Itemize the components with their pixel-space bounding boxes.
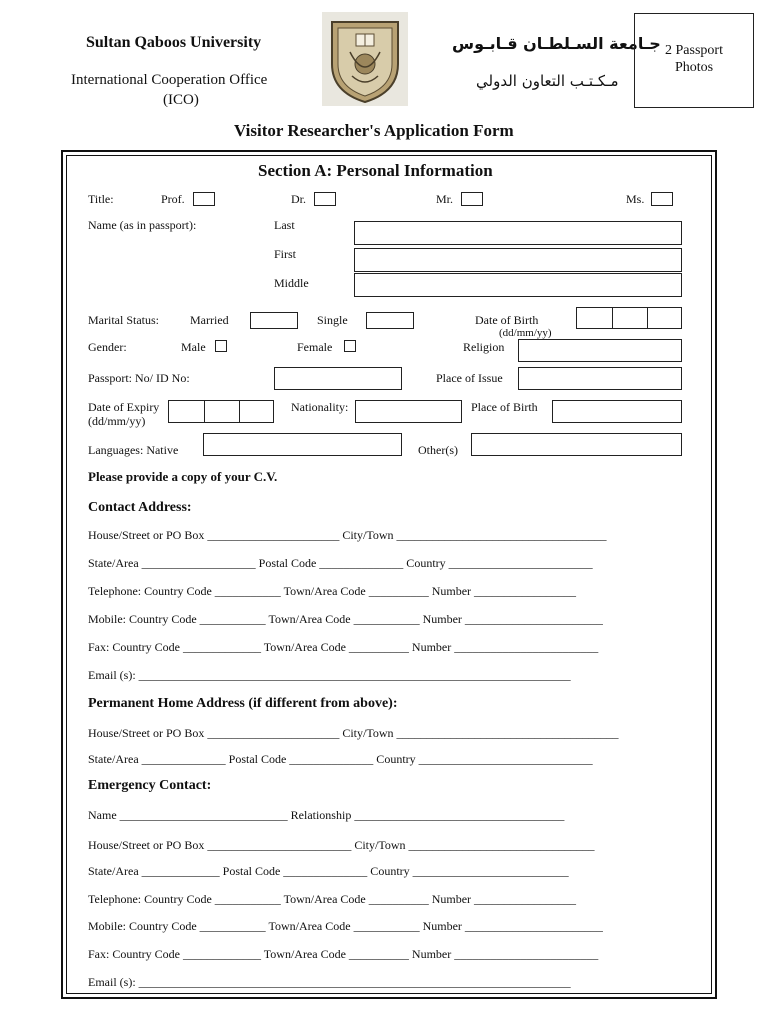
female-checkbox[interactable] [344, 340, 356, 352]
mr-checkbox[interactable] [461, 192, 483, 206]
passport-label: Passport: No/ ID No: [88, 371, 190, 385]
emergency-state-line[interactable]: State/Area _____________ Postal Code ______________ Country __________________________ [88, 864, 569, 878]
contact-email-line[interactable]: Email (s): ________________________________________________________________________ [88, 668, 571, 682]
emergency-contact-heading: Emergency Contact: [88, 778, 212, 793]
emergency-mobile-line[interactable]: Mobile: Country Code ___________ Town/Area Code ___________ Number _______________________ [88, 919, 603, 933]
last-name-field[interactable] [354, 221, 682, 245]
emergency-house-line[interactable]: House/Street or PO Box ________________________ City/Town _______________________________ [88, 838, 595, 852]
emergency-email-line[interactable]: Email (s): ________________________________________________________________________ [88, 975, 571, 989]
expiry-date-field[interactable] [168, 400, 274, 423]
single-label: Single [317, 313, 348, 327]
office-abbrev: (ICO) [163, 92, 199, 108]
married-checkbox[interactable] [250, 312, 298, 329]
university-name-ar: جـامعة السـلطـان قـابـوس [452, 34, 661, 53]
middle-name-field[interactable] [354, 273, 682, 297]
expiry-format: (dd/mm/yy) [88, 414, 146, 428]
emergency-telephone-line[interactable]: Telephone: Country Code ___________ Town/Area Code __________ Number _________________ [88, 892, 577, 906]
emergency-name-line[interactable]: Name ____________________________ Relationship ___________________________________ [88, 808, 565, 822]
contact-fax-line[interactable]: Fax: Country Code _____________ Town/Area Code __________ Number ________________________ [88, 640, 599, 654]
place-of-birth-label: Place of Birth [471, 400, 538, 414]
native-language-field[interactable] [203, 433, 402, 456]
section-a-title: Section A: Personal Information [258, 161, 493, 180]
prof-label: Prof. [161, 192, 185, 206]
first-name-label: First [274, 247, 297, 261]
other-languages-field[interactable] [471, 433, 682, 456]
office-name-en: International Cooperation Office [71, 72, 268, 88]
ms-label: Ms. [626, 192, 645, 206]
nationality-field[interactable] [355, 400, 462, 423]
nationality-label: Nationality: [291, 400, 349, 414]
female-label: Female [297, 340, 333, 354]
male-label: Male [181, 340, 206, 354]
photo-label-line2: Photos [674, 60, 714, 75]
university-name-en: Sultan Qaboos University [86, 34, 262, 51]
last-name-label: Last [274, 218, 295, 232]
emergency-fax-line[interactable]: Fax: Country Code _____________ Town/Area Code __________ Number ________________________ [88, 947, 599, 961]
gender-label: Gender: [88, 340, 127, 354]
place-of-issue-label: Place of Issue [436, 371, 503, 385]
contact-house-line[interactable]: House/Street or PO Box ______________________ City/Town ___________________________________ [88, 528, 607, 542]
dr-checkbox[interactable] [314, 192, 336, 206]
religion-field[interactable] [518, 339, 682, 362]
place-of-issue-field[interactable] [518, 367, 682, 390]
other-languages-label: Other(s) [418, 443, 458, 457]
prof-checkbox[interactable] [193, 192, 215, 206]
title-label: Title: [88, 192, 114, 206]
single-checkbox[interactable] [366, 312, 414, 329]
first-name-field[interactable] [354, 248, 682, 272]
mr-label: Mr. [436, 192, 454, 206]
passport-photo-box [634, 13, 754, 108]
religion-label: Religion [463, 340, 505, 354]
permanent-address-heading: Permanent Home Address (if different from above): [88, 696, 398, 711]
contact-mobile-line[interactable]: Mobile: Country Code ___________ Town/Area Code ___________ Number _______________________ [88, 612, 603, 626]
photo-label-line1: 2 Passport [665, 43, 723, 58]
male-checkbox[interactable] [215, 340, 227, 352]
marital-status-label: Marital Status: [88, 313, 159, 327]
permanent-state-line[interactable]: State/Area ______________ Postal Code ______________ Country _____________________________ [88, 752, 593, 766]
form-title: Visitor Researcher's Application Form [234, 121, 514, 140]
cv-note: Please provide a copy of your C.V. [88, 469, 278, 484]
contact-state-line[interactable]: State/Area ___________________ Postal Code ______________ Country ________________________ [88, 556, 593, 570]
contact-address-heading: Contact Address: [88, 500, 192, 515]
dob-label: Date of Birth [475, 313, 539, 327]
ms-checkbox[interactable] [651, 192, 673, 206]
married-label: Married [190, 313, 229, 327]
passport-number-field[interactable] [274, 367, 402, 390]
university-seal-logo [322, 12, 408, 106]
contact-telephone-line[interactable]: Telephone: Country Code ___________ Town/Area Code __________ Number _________________ [88, 584, 577, 598]
languages-label: Languages: Native [88, 443, 179, 457]
middle-name-label: Middle [274, 276, 309, 290]
permanent-house-line[interactable]: House/Street or PO Box ______________________ City/Town _____________________________________ [88, 726, 619, 740]
dob-format: (dd/mm/yy) [499, 327, 552, 339]
office-name-ar: مـكـتـب التعاون الدولي [476, 72, 619, 90]
dob-field[interactable] [576, 307, 682, 329]
expiry-label: Date of Expiry [88, 400, 160, 414]
place-of-birth-field[interactable] [552, 400, 682, 423]
dr-label: Dr. [291, 192, 306, 206]
name-label: Name (as in passport): [88, 218, 197, 232]
